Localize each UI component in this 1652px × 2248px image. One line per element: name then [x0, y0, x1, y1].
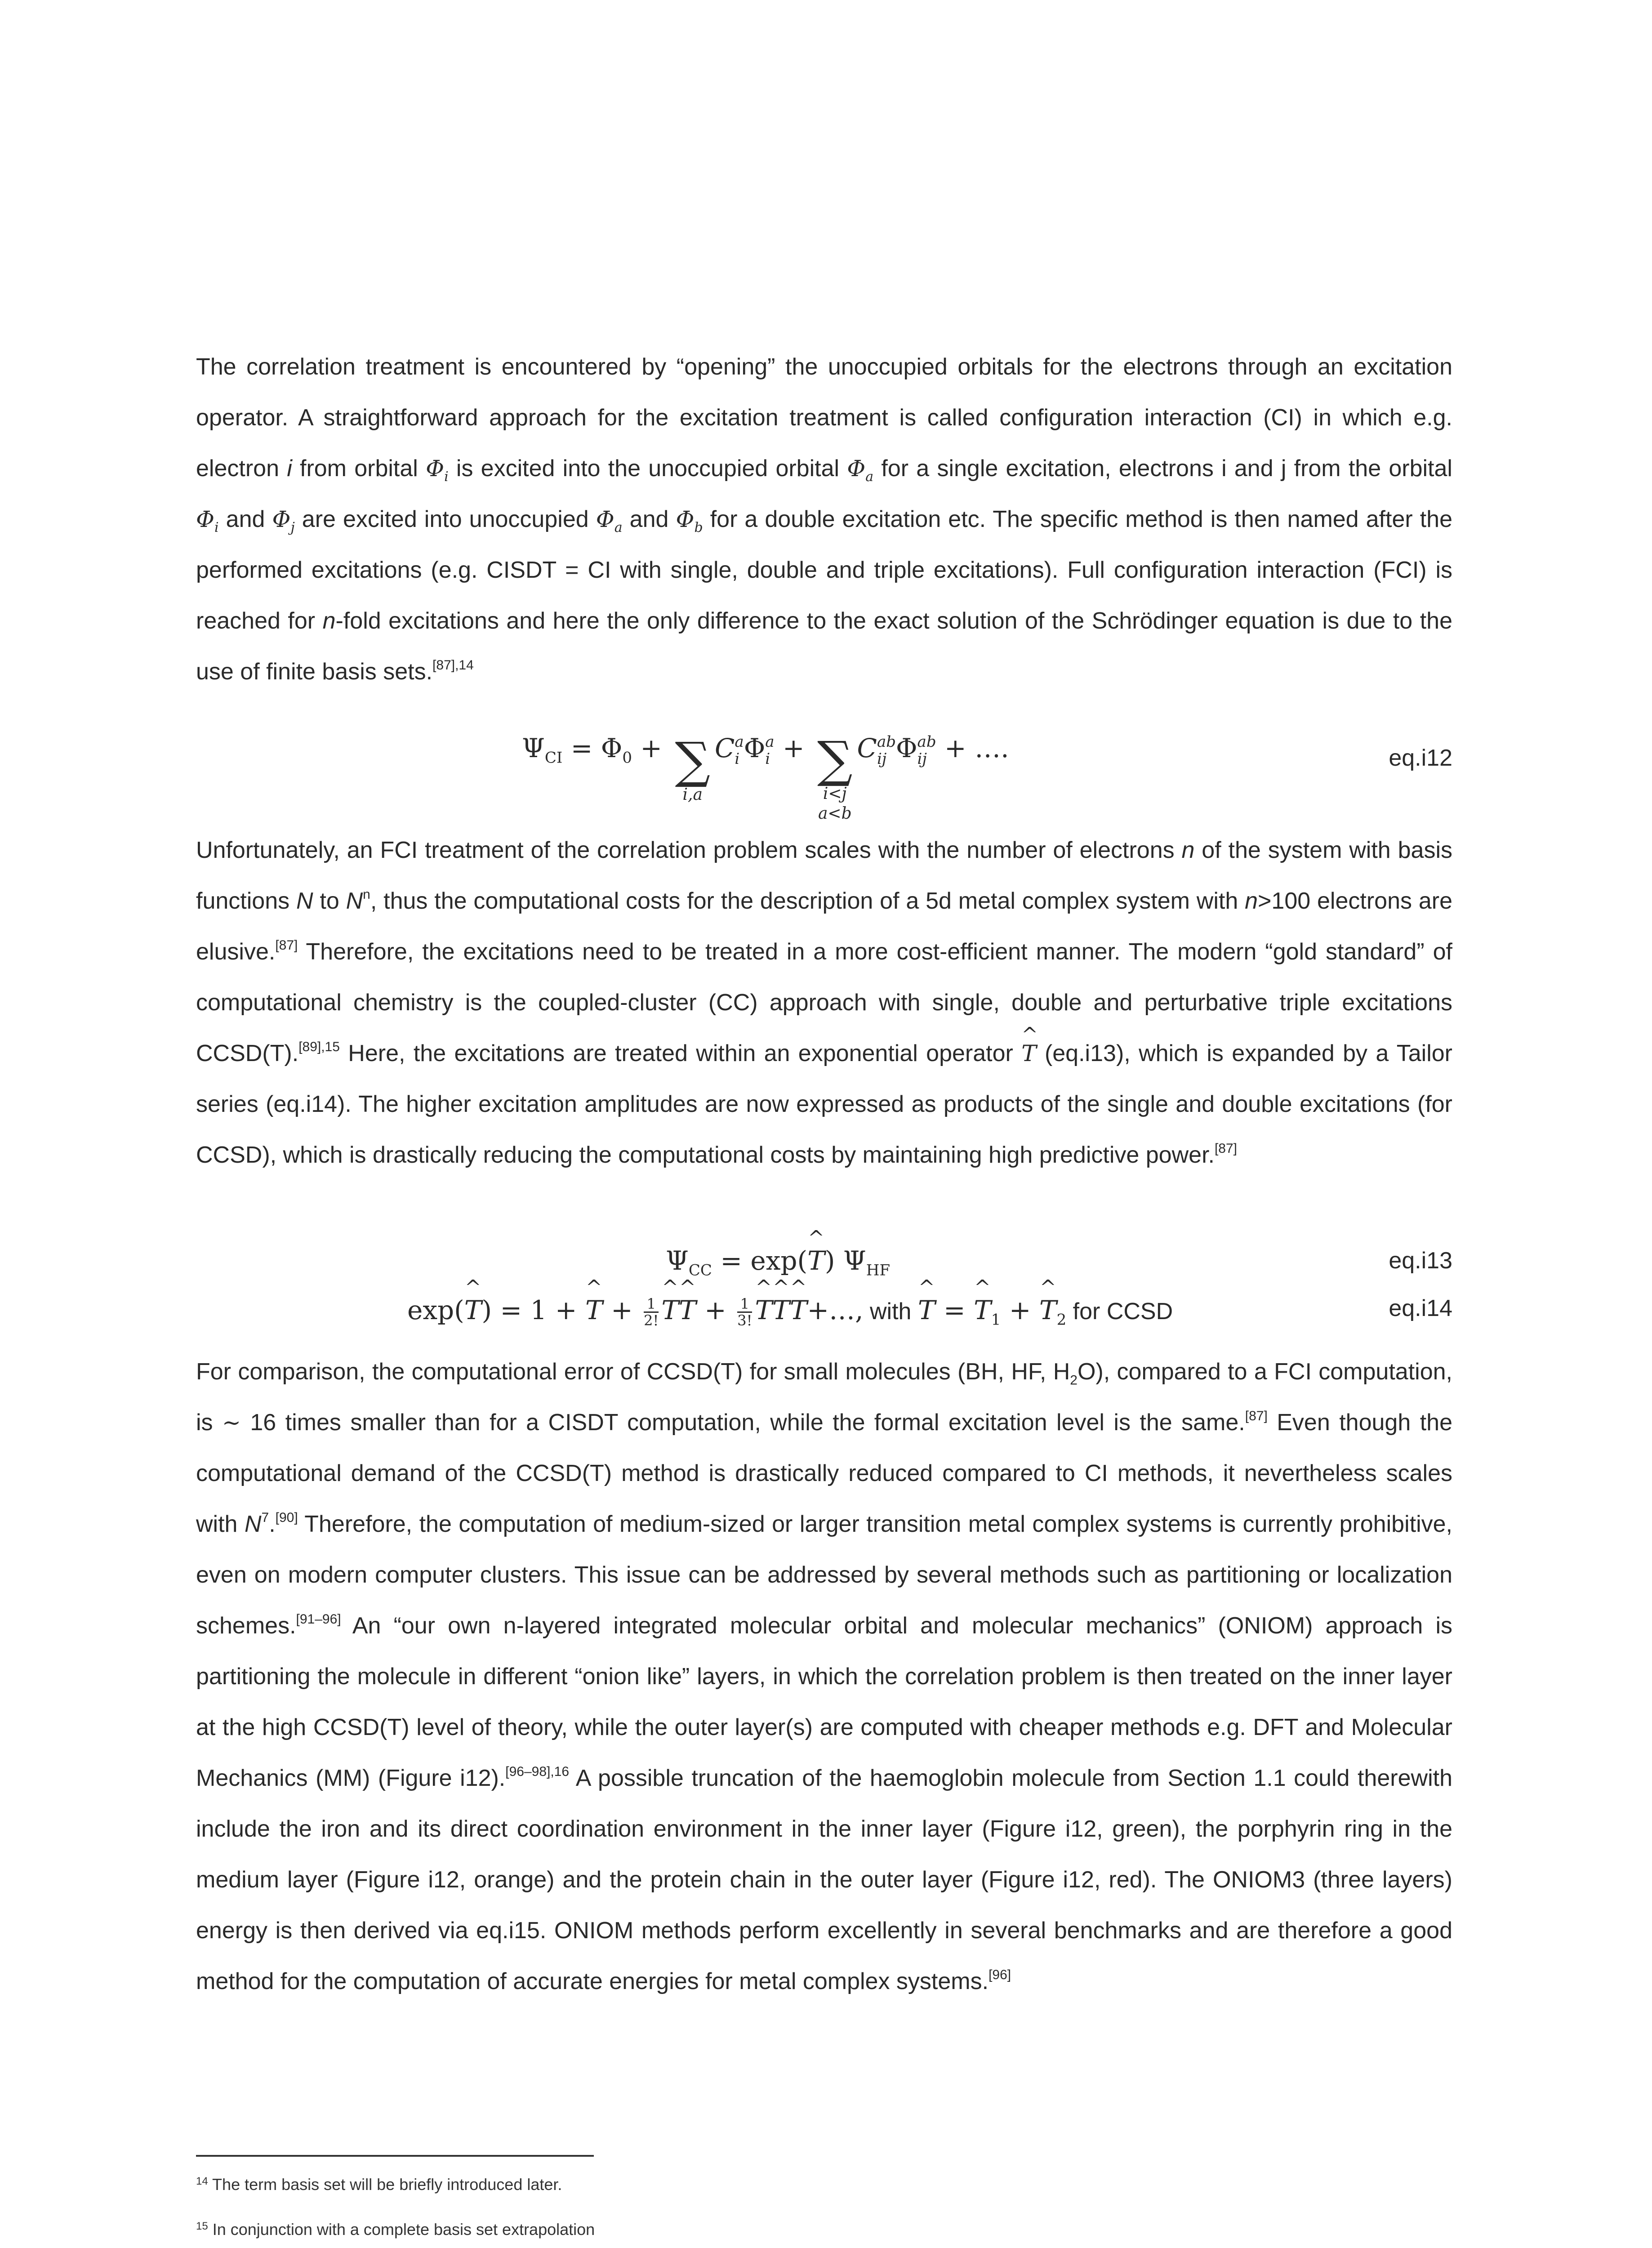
t-hat-operator: ^ T — [1021, 1028, 1036, 1079]
text: Therefore, the computation of medium-sized or larger transition metal complex systems is currently prohibitive, even on modern computer clusters. This issue can be addressed by several methods such as partitioning or localization schemes. — [196, 1511, 1452, 1639]
phi-b-symbol: $\Phi_b$ — [676, 506, 703, 535]
sum-index: a<b — [818, 804, 852, 823]
subscript: ij — [877, 750, 887, 768]
text: Unfortunately, an FCI treatment of the correlation problem scales with the number of electrons — [196, 837, 1182, 863]
reference[interactable]: [89],15 — [298, 1039, 340, 1054]
subscript: 0 — [622, 749, 632, 767]
phi-j-symbol: $\Phi_j$ — [272, 506, 295, 535]
reference[interactable]: [87] — [275, 938, 298, 953]
text: A possible truncation of the haemoglobin molecule from Section 1.1 could therewith include the iron and its direct coordination environment in the inner layer (Figure i12, green), the porphyrin ring in the medium layer (Figure i12, orange) and the protein chain in the outer layer (Figure i12, red). The ONIOM3 (three layers) energy is then derived via eq.i15. ONIOM methods perform excellently in several benchmarks and are therefore a good method for the computation of accurate energies for metal complex systems. — [196, 1765, 1452, 1994]
text: Even though the computational demand of the CCSD(T) method is drastically reduced compared to CI methods, it nevertheless scales with — [196, 1409, 1453, 1537]
subscript: i — [735, 750, 740, 768]
fraction-half — [644, 1296, 659, 1328]
text: N — [346, 888, 363, 914]
text: (eq.i13), which is expanded by a Tailor series (eq.i14). The higher excitation amplitudes are now expressed as products of the single and double excitations (for CCSD), which is drastically reducing the computational costs by maintaining high predictive power. — [196, 1040, 1452, 1168]
text: Here, the excitations are treated within an exponential operator — [339, 1040, 1022, 1066]
text: -fold excitations and here the only difference to the exact solution of the Schrödinger equation is due to the use of finite basis sets. — [196, 608, 1453, 685]
footnote-divider — [196, 2155, 594, 2157]
psi-symbol: Ψ — [522, 733, 545, 764]
denominator: 2! — [644, 1312, 659, 1329]
coefficient: C — [857, 733, 877, 764]
text: are excited into unoccupied — [294, 506, 596, 532]
approx-symbol: ∼ — [222, 1409, 241, 1436]
exp-open: = exp( — [712, 1245, 808, 1276]
paragraph-ccsd-oniom — [196, 1347, 1452, 2007]
reference[interactable]: [87],14 — [432, 658, 474, 673]
sum-symbol-1: ∑ i,a — [675, 731, 711, 804]
text: N — [244, 1511, 262, 1537]
text: is excited into the unoccupied orbital — [448, 455, 847, 482]
paragraph-fci-scaling — [196, 825, 1452, 1181]
text: . — [269, 1511, 276, 1537]
indices — [917, 733, 936, 767]
footnote-text: The term basis set will be briefly introduced later. — [208, 2175, 562, 2194]
equation-i12 — [196, 706, 1452, 823]
superscript: ab — [877, 733, 896, 751]
footnote-number: 14 — [196, 2175, 208, 2187]
indices — [877, 733, 896, 767]
text: An “our own n-layered integrated molecular orbital and molecular mechanics” (ONIOM) approach is partitioning the molecule in different “onion like” layers, in which the correlation problem is then treated on the inner layer at the high CCSD(T) level of theory, while the outer layer(s) are computed with cheaper methods e.g. DFT and Molecular Mechanics (MM) (Figure i12). — [196, 1613, 1452, 1791]
text: , thus the computational costs for the description of a 5d metal complex system with — [370, 888, 1245, 914]
t-hat-operator: ^ T — [807, 1245, 825, 1276]
phi-glyph: Φ — [895, 733, 917, 764]
phi-glyph: Φ — [744, 733, 766, 764]
footnote-number: 15 — [196, 2220, 208, 2232]
subscript: 1 — [991, 1311, 1001, 1329]
footnote-15 — [196, 2220, 595, 2239]
text: ) = 1 + — [481, 1295, 585, 1325]
footnote-text: In conjunction with a complete basis set extrapolation — [208, 2220, 595, 2239]
text: i — [287, 455, 292, 482]
t-hat-operator: ^ T — [661, 1295, 679, 1325]
indices — [735, 733, 744, 767]
text: from orbital — [292, 455, 426, 482]
subscript: ij — [917, 750, 927, 768]
equation-i14 — [196, 1295, 1452, 1344]
text: >100 electrons are elusive. — [196, 888, 1452, 965]
phi-i-symbol-2: $\Phi_i$ — [196, 506, 219, 535]
equation-label: eq.i14 — [1389, 1295, 1452, 1321]
exponent: 7 — [261, 1510, 269, 1525]
text: +…, — [807, 1295, 864, 1325]
psi-symbol: Ψ — [666, 1245, 689, 1276]
subscript: CC — [688, 1261, 712, 1280]
equation-label: eq.i12 — [1389, 745, 1452, 771]
phi-glyph: Φ — [426, 455, 445, 482]
t-hat-operator: ^ T — [1039, 1295, 1057, 1325]
exponent: n — [363, 887, 370, 902]
equation-label: eq.i13 — [1389, 1248, 1452, 1274]
text: Therefore, the excitations need to be treated in a more cost-efficient manner. The modern “gold standard” of computational chemistry is the coupled-cluster (CC) approach with single, double and perturbative triple excitations CCSD(T). — [196, 939, 1452, 1066]
t-hat-operator: ^ T — [755, 1295, 772, 1325]
equals: = — [935, 1295, 974, 1325]
text: The correlation treatment is encountered by “opening” the unoccupied orbitals for the electrons through an excitation operator. A straightforward approach for the excitation treatment is called configuration interaction (CI) in which e.g. electron — [196, 354, 1452, 482]
t-hat-operator: ^ T — [679, 1295, 696, 1325]
plus: + — [696, 1295, 735, 1325]
phi-i-symbol: $\Phi_i$ — [426, 455, 449, 485]
text: n — [1181, 837, 1195, 863]
ellipsis: + …. — [936, 733, 1009, 764]
text: for a double excitation etc. The specific method is then named after the performed excitations (e.g. CISDT = CI with single, double and triple excitations). Full configuration interaction (FCI) is reached for — [196, 506, 1453, 634]
text: 16 times smaller than for a CISDT computation, while the formal excitation level is the same. — [240, 1409, 1245, 1436]
text: to — [313, 888, 346, 914]
subscript: CI — [544, 749, 563, 767]
sum-index: i,a — [682, 785, 703, 804]
subscript: HF — [866, 1261, 891, 1280]
phi-a-symbol-2: $\Phi_a$ — [596, 506, 623, 535]
text: and — [218, 506, 272, 532]
superscript: a — [765, 733, 775, 751]
plus: + — [602, 1295, 641, 1325]
t-hat-operator: ^ T — [772, 1295, 790, 1325]
footnote-14 — [196, 2175, 562, 2194]
reference[interactable]: [87] — [1245, 1409, 1268, 1423]
exp-close-psi: ) Ψ — [824, 1245, 866, 1276]
text: for CCSD — [1066, 1298, 1173, 1325]
numerator: 1 — [644, 1296, 659, 1313]
equation-i14-body — [407, 1295, 1173, 1328]
superscript: a — [735, 733, 744, 751]
t-hat-operator: ^ T — [464, 1295, 482, 1325]
superscript: ab — [917, 733, 936, 751]
equals-phi: = Φ — [562, 733, 623, 764]
t-hat-operator: ^ T — [585, 1295, 603, 1325]
reference[interactable]: [96–98],16 — [505, 1764, 570, 1779]
text: of the system with basis functions — [196, 837, 1452, 914]
plus: + — [774, 733, 805, 764]
numerator: 1 — [737, 1296, 752, 1313]
t-hat-operator: ^ T — [974, 1295, 991, 1325]
subscript: 2 — [1070, 1373, 1078, 1388]
text: and — [622, 506, 676, 532]
sum-symbol-2: ∑ i<j a<b — [817, 731, 853, 823]
subscript: 2 — [1056, 1311, 1067, 1329]
equation-i13-body — [666, 1245, 891, 1280]
coefficient: C — [715, 733, 735, 764]
reference[interactable]: [96] — [989, 1967, 1011, 1982]
reference[interactable]: [90] — [275, 1510, 298, 1525]
text: O), compared to a FCI computation, is — [196, 1359, 1452, 1436]
paragraph-ci-intro — [196, 342, 1452, 697]
reference[interactable]: [91–96] — [296, 1612, 341, 1627]
fraction-sixth — [737, 1296, 752, 1328]
text: with — [863, 1298, 918, 1325]
equation-i12-body — [522, 706, 1009, 823]
t-hat-operator: ^ T — [790, 1295, 807, 1325]
denominator: 3! — [737, 1312, 753, 1329]
t-hat-operator: ^ T — [918, 1295, 935, 1325]
text: n — [322, 608, 336, 634]
plus: + — [1001, 1295, 1039, 1325]
subscript: i — [765, 750, 770, 768]
indices — [765, 733, 774, 767]
text: for a single excitation, electrons i and j from the orbital — [873, 455, 1452, 482]
text: n — [1245, 888, 1258, 914]
reference[interactable]: [87] — [1214, 1141, 1238, 1156]
phi-a-symbol: $\Phi_a$ — [847, 455, 874, 485]
equation-i13 — [196, 1245, 1452, 1286]
text: N — [296, 888, 313, 914]
exp-open: exp( — [407, 1295, 464, 1325]
plus: + — [632, 733, 663, 764]
sum-index: i<j — [823, 785, 847, 803]
text: For comparison, the computational error of CCSD(T) for small molecules (BH, HF, H — [196, 1359, 1070, 1385]
